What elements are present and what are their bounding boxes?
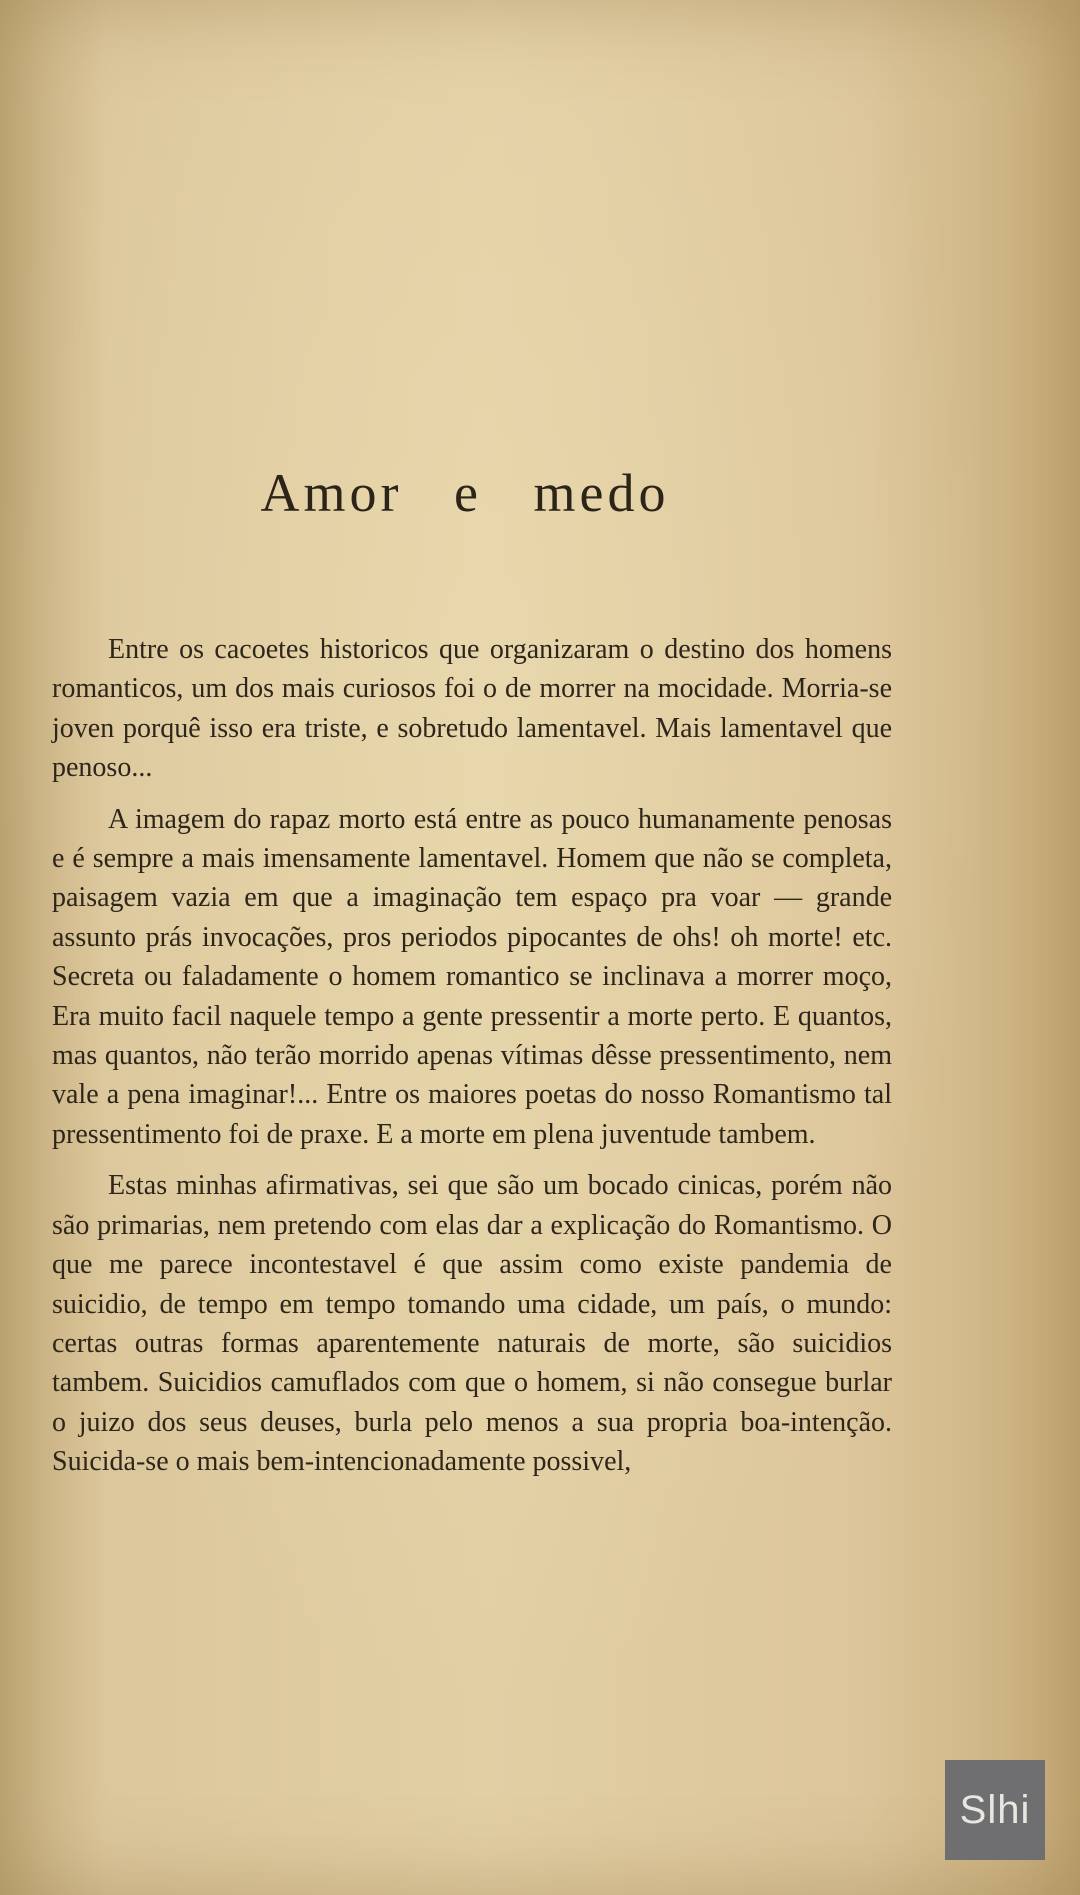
library-watermark-logo bbox=[945, 1760, 1045, 1860]
paragraph-3: Estas minhas afirmativas, sei que são um bocado cinicas, porém não são primarias, nem pretendo com elas dar a explicação do Romantismo. O que me parece incontestavel é que assim como existe pandemia de suicidio, de tempo em tempo tomando uma cidade, um país, o mundo: certas outras formas aparentemente naturais de morte, são suicidios tambem. Suicidios camuflados com que o homem, si não consegue burlar o juizo dos seus deuses, burla pelo menos a sua propria boa-intenção. Suicida-se o mais bem-intencionadamente possivel, bbox=[52, 1170, 892, 1478]
chapter-title: Amor e medo bbox=[260, 463, 670, 523]
watermark-text: Slhi bbox=[959, 1787, 1031, 1832]
paragraph-2: A imagem do rapaz morto está entre as pouco humanamente penosas e é sempre a mais imensamente lamentavel. Homem que não se completa, paisagem vazia em que a imaginação tem espaço pra voar — grande assunto prás invocações, pros periodos pipocantes de ohs! oh morte! etc. Secreta ou faladamente o homem romantico se inclinava a morrer moço, Era muito facil naquele tempo a gente pressentir a morte perto. E quantos, mas quantos, não terão morrido apenas vítimas dêsse pressentimento, nem vale a pena imaginar!... Entre os maiores poetas do nosso Romantismo tal pressentimento foi de praxe. E a morte em plena juventude tambem. bbox=[52, 803, 892, 1150]
paragraph-1: Entre os cacoetes historicos que organizaram o destino dos homens romanticos, um dos mais curiosos foi o de morrer na mocidade. Morria-se joven porquê isso era triste, e sobretudo lamentavel. Mais lamentavel que penoso... bbox=[52, 634, 892, 784]
body-text bbox=[52, 630, 892, 1482]
